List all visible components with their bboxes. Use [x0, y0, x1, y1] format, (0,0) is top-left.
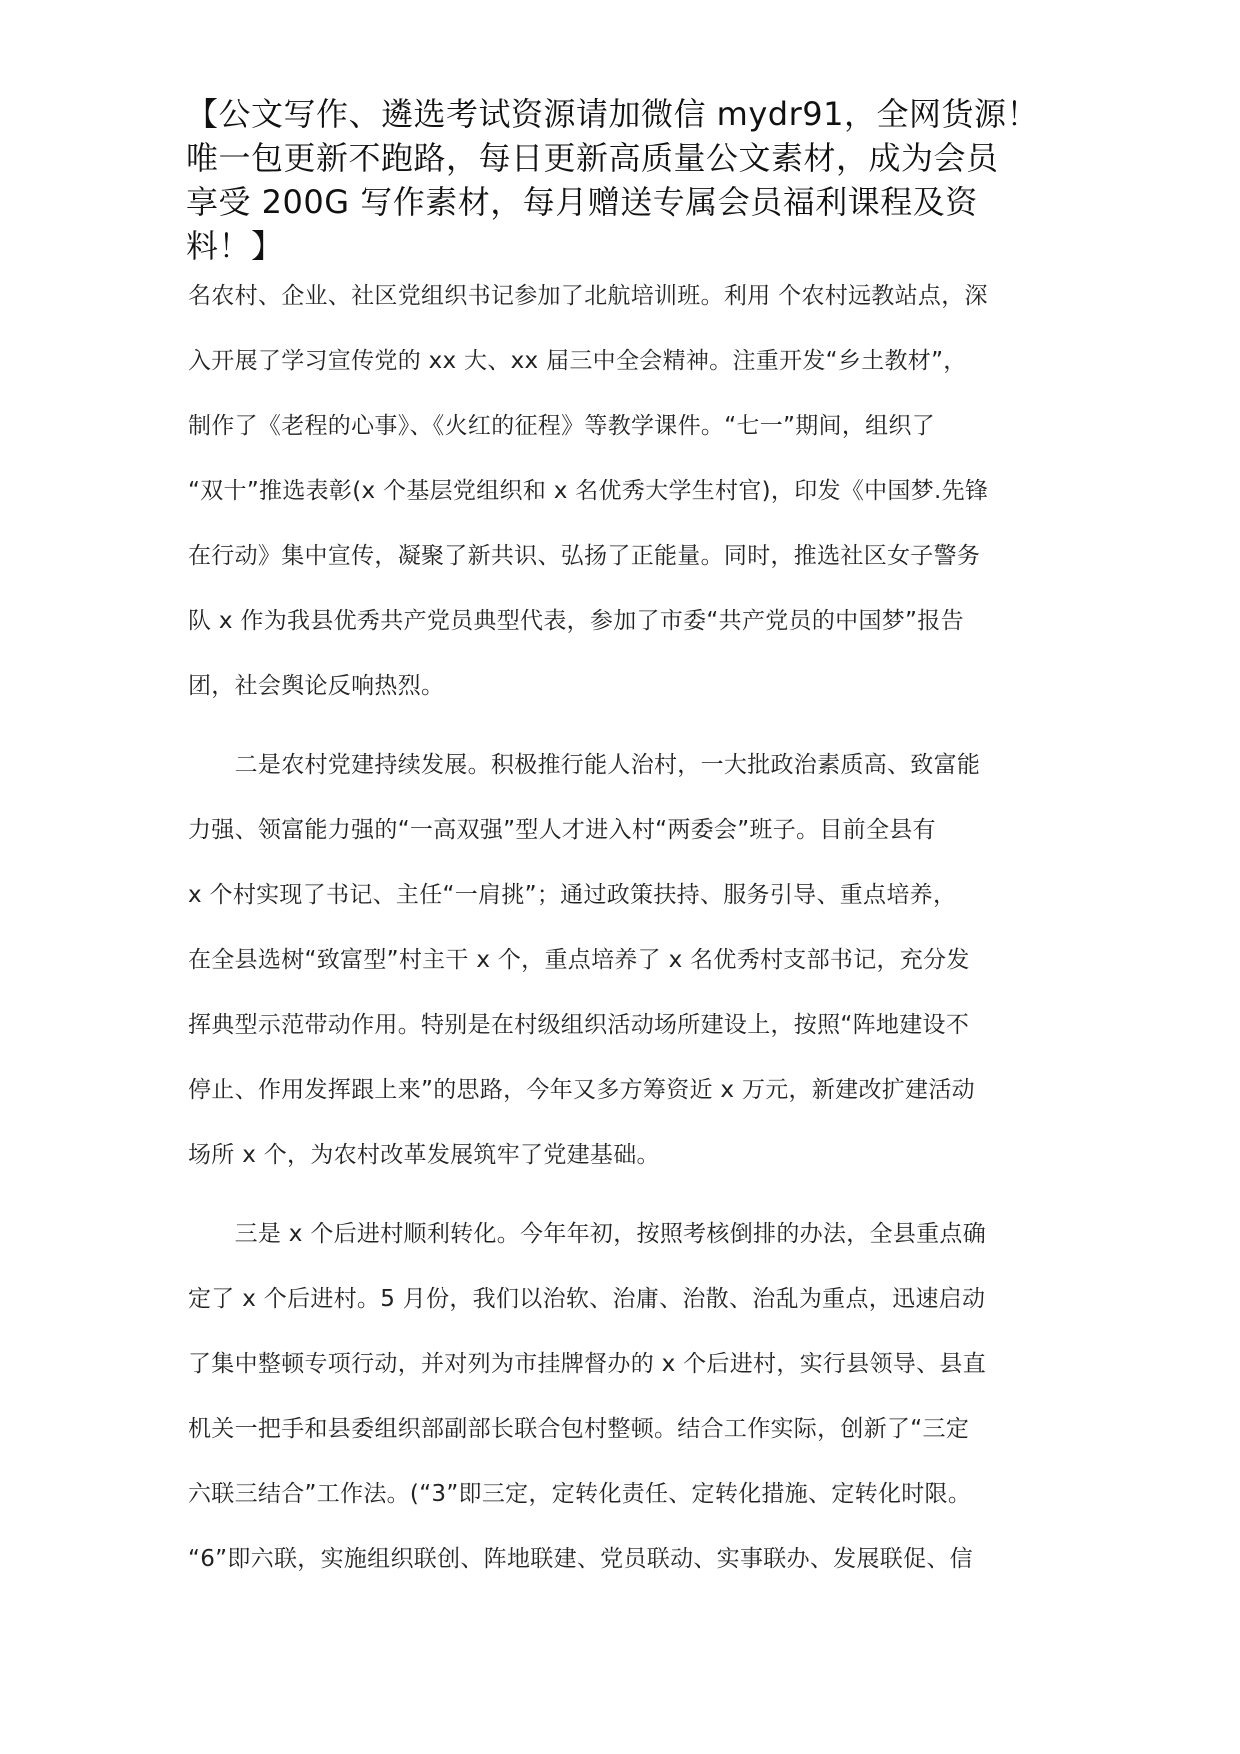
- document-body: [188, 280, 1068, 1608]
- text-line: 在全县选树“致富型”村主干 x 个，重点培养了 x 名优秀村支部书记，充分发: [188, 947, 970, 973]
- text-line: “双十”推选表彰(x 个基层党组织和 x 名优秀大学生村官)，印发《中国梦.先锋: [188, 478, 989, 504]
- text-line: 制作了《老程的心事》、《火红的征程》等教学课件。“七一”期间，组织了: [188, 413, 936, 439]
- text-line: 场所 x 个，为农村改革发展筑牢了党建基础。: [188, 1142, 660, 1168]
- paragraph-2: [188, 749, 1068, 1204]
- paragraph-spacer: [188, 735, 1068, 749]
- text-line: x 个村实现了书记、主任“一肩挑”；通过政策扶持、服务引导、重点培养，: [188, 882, 957, 908]
- text-line: 队 x 作为我县优秀共产党员典型代表，参加了市委“共产党员的中国梦”报告: [188, 608, 964, 634]
- text-line: 机关一把手和县委组织部副部长联合包村整顿。结合工作实际，创新了“三定: [188, 1416, 970, 1442]
- text-line: 六联三结合”工作法。(“3”即三定，定转化责任、定转化措施、定转化时限。: [188, 1481, 972, 1507]
- text-line: 力强、领富能力强的“一高双强”型人才进入村“两委会”班子。目前全县有: [188, 817, 936, 843]
- text-line: 三是 x 个后进村顺利转化。今年年初，按照考核倒排的办法，全县重点确: [188, 1221, 987, 1247]
- banner-line: 享受 200G 写作素材，每月赠送专属会员福利课程及资: [186, 183, 978, 221]
- text-line: 挥典型示范带动作用。特别是在村级组织活动场所建设上，按照“阵地建设不: [188, 1012, 970, 1038]
- promo-banner: [186, 92, 1086, 268]
- text-line: “6”即六联，实施组织联创、阵地联建、党员联动、实事联办、发展联促、信: [188, 1546, 973, 1572]
- paragraph-3: [188, 1218, 1068, 1608]
- paragraph-1: [188, 280, 1068, 735]
- text-line: 二是农村党建持续发展。积极推行能人治村，一大批政治素质高、致富能: [188, 752, 981, 778]
- text-line: 团，社会舆论反响热烈。: [188, 673, 445, 699]
- text-line: 停止、作用发挥跟上来”的思路，今年又多方筹资近 x 万元，新建改扩建活动: [188, 1077, 975, 1103]
- banner-line: 【公文写作、遴选考试资源请加微信 mydr91，全网货源！: [186, 95, 1039, 133]
- banner-line: 唯一包更新不跑路，每日更新高质量公文素材，成为会员: [186, 139, 999, 177]
- paragraph-spacer: [188, 1204, 1068, 1218]
- text-line: 名农村、企业、社区党组织书记参加了北航培训班。利用 个农村远教站点，深: [188, 283, 988, 309]
- text-line: 入开展了学习宣传党的 xx 大、xx 届三中全会精神。注重开发“乡土教材”，: [188, 348, 967, 374]
- banner-line: 料！】: [186, 227, 284, 265]
- text-line: 定了 x 个后进村。5 月份，我们以治软、治庸、治散、治乱为重点，迅速启动: [188, 1286, 986, 1312]
- text-line: 在行动》集中宣传，凝聚了新共识、弘扬了正能量。同时，推选社区女子警务: [188, 543, 981, 569]
- text-line: 了集中整顿专项行动，并对列为市挂牌督办的 x 个后进村，实行县领导、县直: [188, 1351, 987, 1377]
